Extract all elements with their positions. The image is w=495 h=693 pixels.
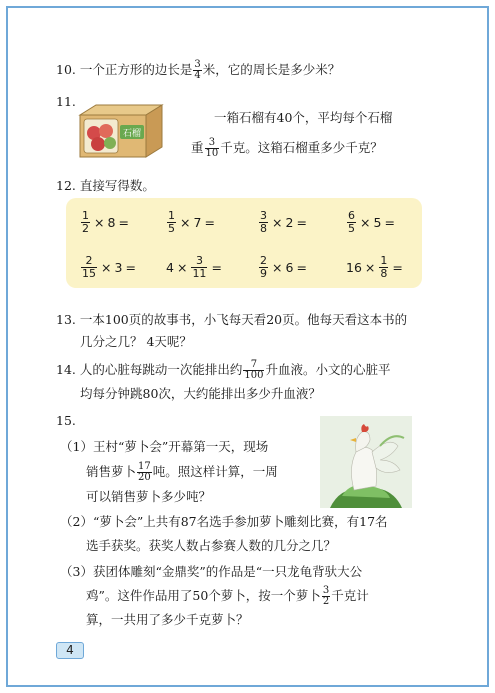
page-number-badge: 4 <box>56 642 84 659</box>
question-11-number: 11. <box>56 94 76 109</box>
calc-item: $\frac{6}{5}$ × 5 = <box>348 209 395 235</box>
question-15-part1-line3: 可以销售萝卜多少吨？ <box>86 489 212 504</box>
pomegranate-box-illustration <box>76 103 166 159</box>
question-15-part2-line1: （2）“萝卜会”上共有87名选手参加萝卜雕刻比赛，有17名 <box>60 514 388 529</box>
question-15-part3-line3: 算，一共用了多少千克萝卜？ <box>86 612 249 627</box>
calc-item: $\frac{1}{5}$ × 7 = <box>168 209 215 235</box>
question-11-line2: 重 $\frac{3}{10}$ 千克。这箱石榴重多少千克？ <box>191 137 383 159</box>
calc-item: 4 × $\frac{3}{11}$ = <box>166 254 222 280</box>
question-text: 米，它的周长是多少米？ <box>202 62 341 77</box>
fraction: $\frac{17}{20}$ <box>138 461 151 483</box>
question-14-line1: 14. 人的心脏每跳动一次能排出约 $\frac{7}{100}$ 升血液。小文的心脏平 <box>56 359 391 381</box>
fraction: $\frac{3}{4}$ <box>194 59 201 81</box>
fraction: $\frac{3}{2}$ <box>322 585 330 607</box>
question-13-line2: 几分之几？ 4天呢？ <box>80 334 192 349</box>
question-15-part2-line2: 选手获奖。获奖人数占参赛人数的几分之几？ <box>86 538 337 553</box>
calc-item: $\frac{1}{2}$ × 8 = <box>82 209 129 235</box>
calc-item: $\frac{3}{8}$ × 2 = <box>260 209 307 235</box>
question-10 <box>56 59 340 81</box>
radish-rooster-carving-image <box>320 416 412 508</box>
question-15-part3-line1: （3）获团体雕刻“金鼎奖”的作品是“一只龙龟背驮大公 <box>60 564 363 579</box>
question-number: 10. <box>56 62 76 77</box>
question-12-title: 12. 直接写得数。 <box>56 178 155 193</box>
calc-item: $\frac{2}{15}$ × 3 = <box>82 254 136 280</box>
question-15-part3-line2: 鸡”。这件作品用了50个萝卜，按一个萝卜 $\frac{3}{2}$ 千克计 <box>86 585 369 607</box>
question-14-line2: 均每分钟跳80次，大约能排出多少升血液？ <box>80 386 321 401</box>
question-11-line1: 一箱石榴有40个，平均每个石榴 <box>214 110 393 125</box>
svg-text:石榴: 石榴 <box>122 129 142 139</box>
question-15-part1-line2: 销售萝卜 $\frac{17}{20}$ 吨。照这样计算，一周 <box>86 461 278 483</box>
question-text: 一个正方形的边长是 <box>79 62 193 77</box>
question-15-part1-line1: （1）王村“萝卜会”开幕第一天，现场 <box>60 439 269 454</box>
fraction: $\frac{7}{100}$ <box>244 359 264 381</box>
calc-item: $\frac{2}{9}$ × 6 = <box>260 254 307 280</box>
question-15-number: 15. <box>56 413 76 428</box>
calc-item: 16 × $\frac{1}{8}$ = <box>346 254 403 280</box>
fraction: $\frac{3}{10}$ <box>205 137 219 159</box>
question-13-line1: 13. 一本100页的故事书，小飞每天看20页。他每天看这本书的 <box>56 312 408 327</box>
